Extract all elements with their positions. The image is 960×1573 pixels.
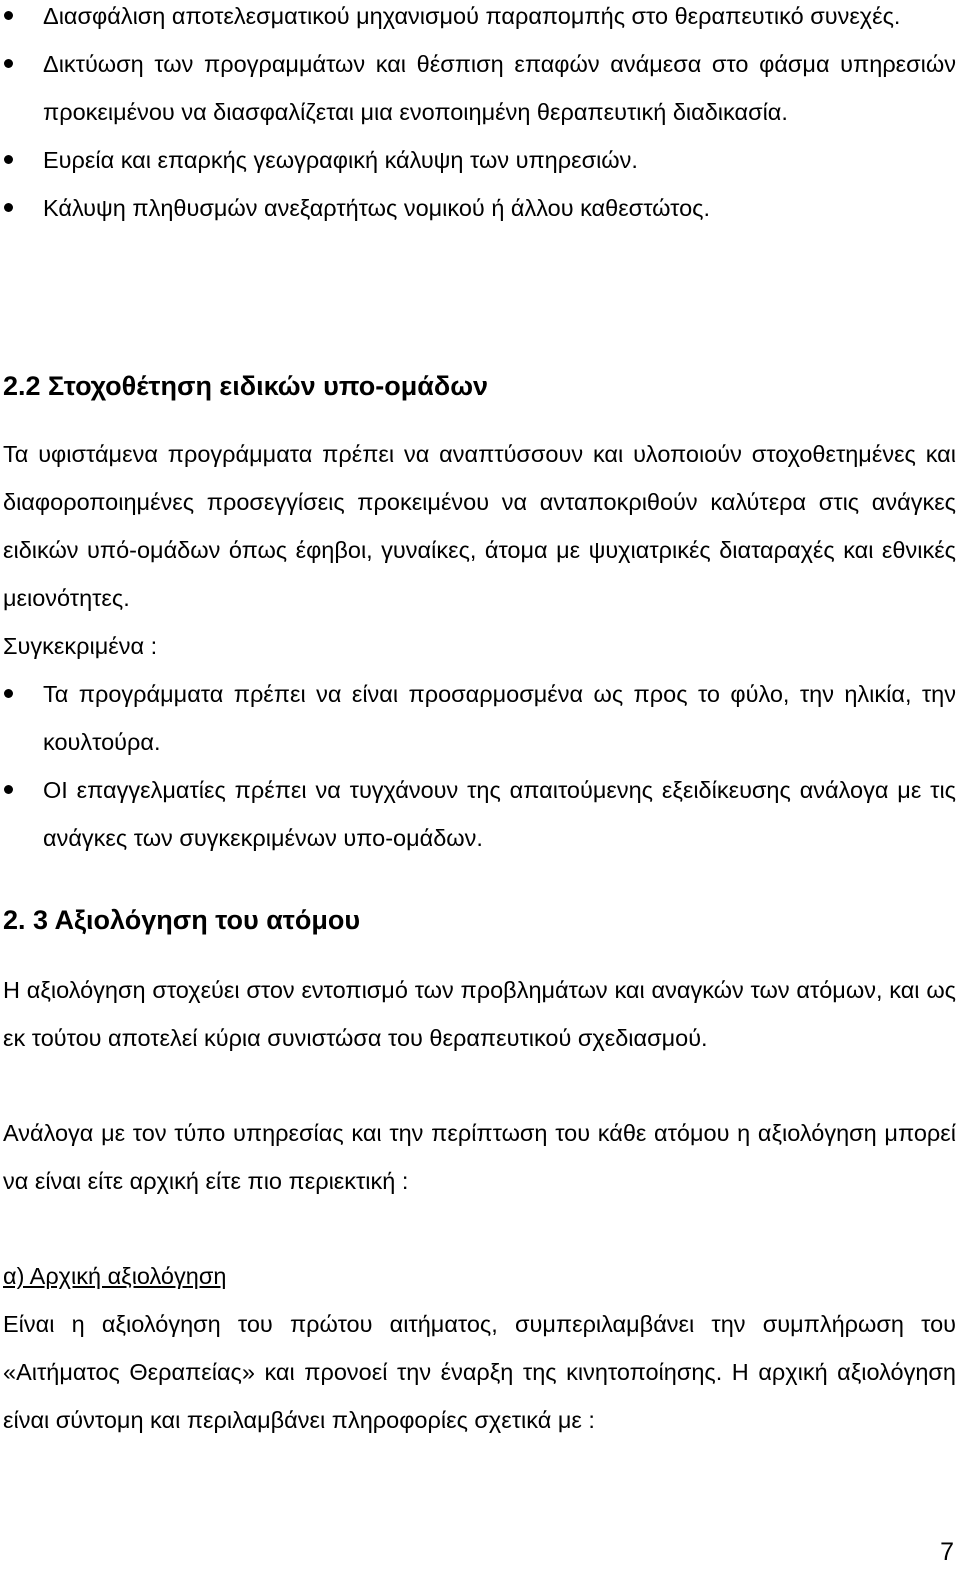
top-bullet-list	[0, 0, 960, 232]
section-heading-2-3: 2. 3 Αξιολόγηση του ατόμου	[3, 905, 361, 935]
list-item: Ευρεία και επαρκής γεωγραφική κάλυψη των υπηρεσιών.	[0, 136, 960, 184]
subheading-initial-assessment: α) Αρχική αξιολόγηση	[3, 1263, 227, 1289]
page-number: 7	[940, 1538, 954, 1566]
list-item: Κάλυψη πληθυσμών ανεξαρτήτως νομικού ή άλλου καθεστώτος.	[0, 184, 960, 232]
list-item: Διασφάλιση αποτελεσματικού μηχανισμού παραπομπής στο θεραπευτικό συνεχές.	[0, 0, 960, 40]
list-item: Δικτύωση των προγραμμάτων και θέσπιση επαφών ανάμεσα στο φάσμα υπηρεσιών προκειμένου να διασφαλίζεται μια ενοποιημένη θεραπευτική διαδικασία.	[0, 40, 960, 136]
section-heading-2-2: 2.2 Στοχοθέτηση ειδικών υπο-ομάδων	[3, 371, 489, 401]
section-2-3-paragraph-3: Είναι η αξιολόγηση του πρώτου αιτήματος, συμπεριλαμβάνει την συμπλήρωση του «Αιτήματος Θεραπείας» και προνοεί την έναρξη της κινητοποίησης. Η αρχική αξιολόγηση είναι σύντομη και περιλαμβάνει πληροφορίες σχετικά με :	[3, 1311, 956, 1433]
section-2-3-paragraph-1: Η αξιολόγηση στοχεύει στον εντοπισμό των προβλημάτων και αναγκών των ατόμων, και ως εκ τούτου αποτελεί κύρια συνιστώσα του θεραπευτικού σχεδιασμού.	[3, 977, 956, 1051]
section-2-2-bullet-list	[0, 670, 960, 862]
section-2-2-paragraph: Τα υφιστάμενα προγράμματα πρέπει να αναπτύσσουν και υλοποιούν στοχοθετημένες και διαφοροποιημένες προσεγγίσεις προκειμένου να ανταποκριθούν καλύτερα στις ανάγκες ειδικών υπό-ομάδων όπως έφηβοι, γυναίκες, άτομα με ψυχιατρικές διαταραχές και εθνικές μειονότητες.	[3, 441, 956, 611]
list-item: Τα προγράμματα πρέπει να είναι προσαρμοσμένα ως προς το φύλο, την ηλικία, την κουλτούρα.	[0, 670, 960, 766]
list-item: ΟΙ επαγγελματίες πρέπει να τυγχάνουν της απαιτούμενης εξειδίκευσης ανάλογα με τις ανάγκες των συγκεκριμένων υπο-ομάδων.	[0, 766, 960, 862]
section-2-3-paragraph-2: Ανάλογα με τον τύπο υπηρεσίας και την περίπτωση του κάθε ατόμου η αξιολόγηση μπορεί να είναι είτε αρχική είτε πιο περιεκτική :	[3, 1120, 956, 1194]
section-2-2-intro: Συγκεκριμένα :	[3, 633, 158, 659]
